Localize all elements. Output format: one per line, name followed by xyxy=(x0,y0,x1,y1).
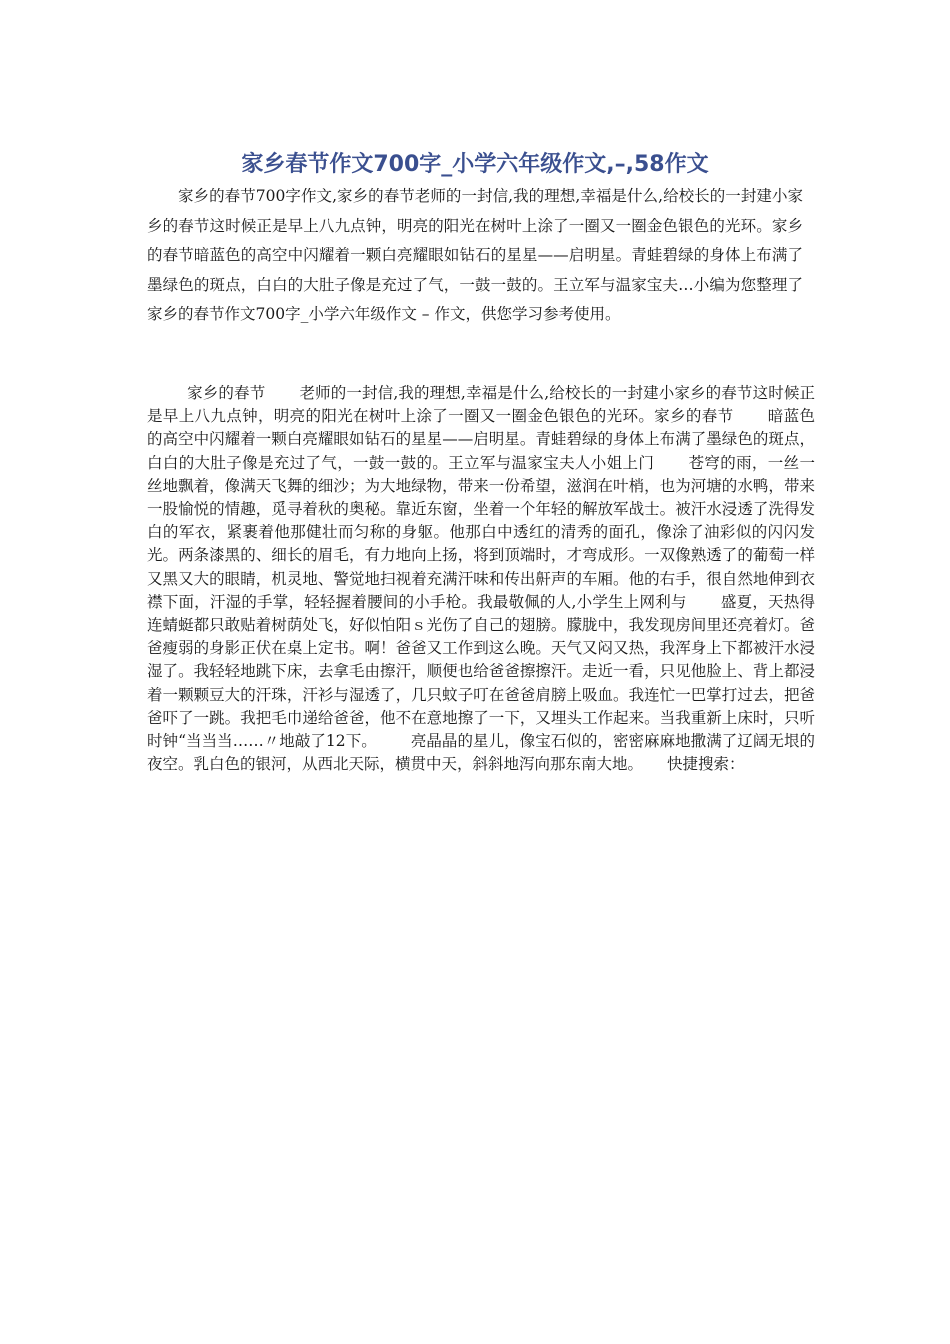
body-segment: 苍穹的雨，一丝一丝地飘着，像满天飞舞的细沙；为大地绿物，带来一份希望，滋润在叶梢，也为河塘的水鸭，带来一股愉悦的情趣，觅寻着秋的奥秘。靠近东窗，坐着一个年轻的解放军战士。被汗水浸透了洗得发白的军衣，紧裹着他那健壮而匀称的身躯。他那白中透红的清秀的面孔，像涂了油彩似的闪闪发光。两条漆黑的、细长的眉毛，有力地向上扬，将到顶端时，才弯成形。一双像熟透了的葡萄一样又黑又大的眼睛，机灵地、警觉地扫视着充满汗味和传出鼾声的车厢。他的右手，很自然地伸到衣襟下面，汗湿的手掌，轻轻握着腰间的小手枪。我最敬佩的人,小学生上网利与 xyxy=(147,453,815,611)
body-segment: 暗蓝色的高空中闪耀着一颗白亮耀眼如钻石的星星——启明星。青蛙碧绿的身体上布满了墨绿色的斑点，白白的大肚子像是充过了气，一鼓一鼓的。王立军与温家宝夫人小姐上门 xyxy=(147,407,815,472)
body-paragraph xyxy=(147,382,815,776)
body-segment: 亮晶晶的星儿，像宝石似的，密密麻麻地撒满了辽阔无垠的夜空。乳白色的银河，从西北天际，横贯中天，斜斜地泻向那东南大地。 xyxy=(147,732,815,774)
document-title: 家乡春节作文700字_小学六年级作文,–,58作文 xyxy=(241,151,709,177)
quick-search-label: 快捷搜索： xyxy=(667,755,745,774)
body-segment: 老师的一封信,我的理想,幸福是什么,给校长的一封建小家乡的春节这时候正是早上八九点钟，明亮的阳光在树叶上涂了一圈又一圈金色银色的光环。家乡的春节 xyxy=(147,384,815,426)
body-segment: 家乡的春节 xyxy=(187,384,266,402)
summary-paragraph: 家乡的春节700字作文,家乡的春节老师的一封信,我的理想,幸福是什么,给校长的一封建小家乡的春节这时候正是早上八九点钟，明亮的阳光在树叶上涂了一圈又一圈金色银色的光环。家乡的春节暗蓝色的高空中闪耀着一颗白亮耀眼如钻石的星星——启明星。青蛙碧绿的身体上布满了墨绿色的斑点，白白的大肚子像是充过了气，一鼓一鼓的。王立军与温家宝夫…小编为您整理了家乡的春节作文700字_小学六年级作文 – 作文，供您学习参考使用。 xyxy=(147,187,803,323)
body-segment: 盛夏，天热得连蜻蜓都只敢贴着树荫处飞，好似怕阳ｓ光伤了自己的翅膀。朦胧中，我发现房间里还亮着灯。爸爸瘦弱的身影正伏在桌上定书。啊！爸爸又工作到这么晚。天气又闷又热，我浑身上下都被汗水浸湿了。我轻轻地跳下床，去拿毛由擦汗，顺便也给爸爸擦擦汗。走近一看，只见他脸上、背上都浸着一颗颗豆大的汗珠，汗衫与湿透了，几只蚊子叮在爸爸肩膀上吸血。我连忙一巴掌打过去，把爸爸吓了一跳。我把毛巾递给爸爸，他不在意地擦了一下，又埋头工作起来。当我重新上床时，只听时钟“当当当……〃地敲了12下。 xyxy=(147,592,815,751)
